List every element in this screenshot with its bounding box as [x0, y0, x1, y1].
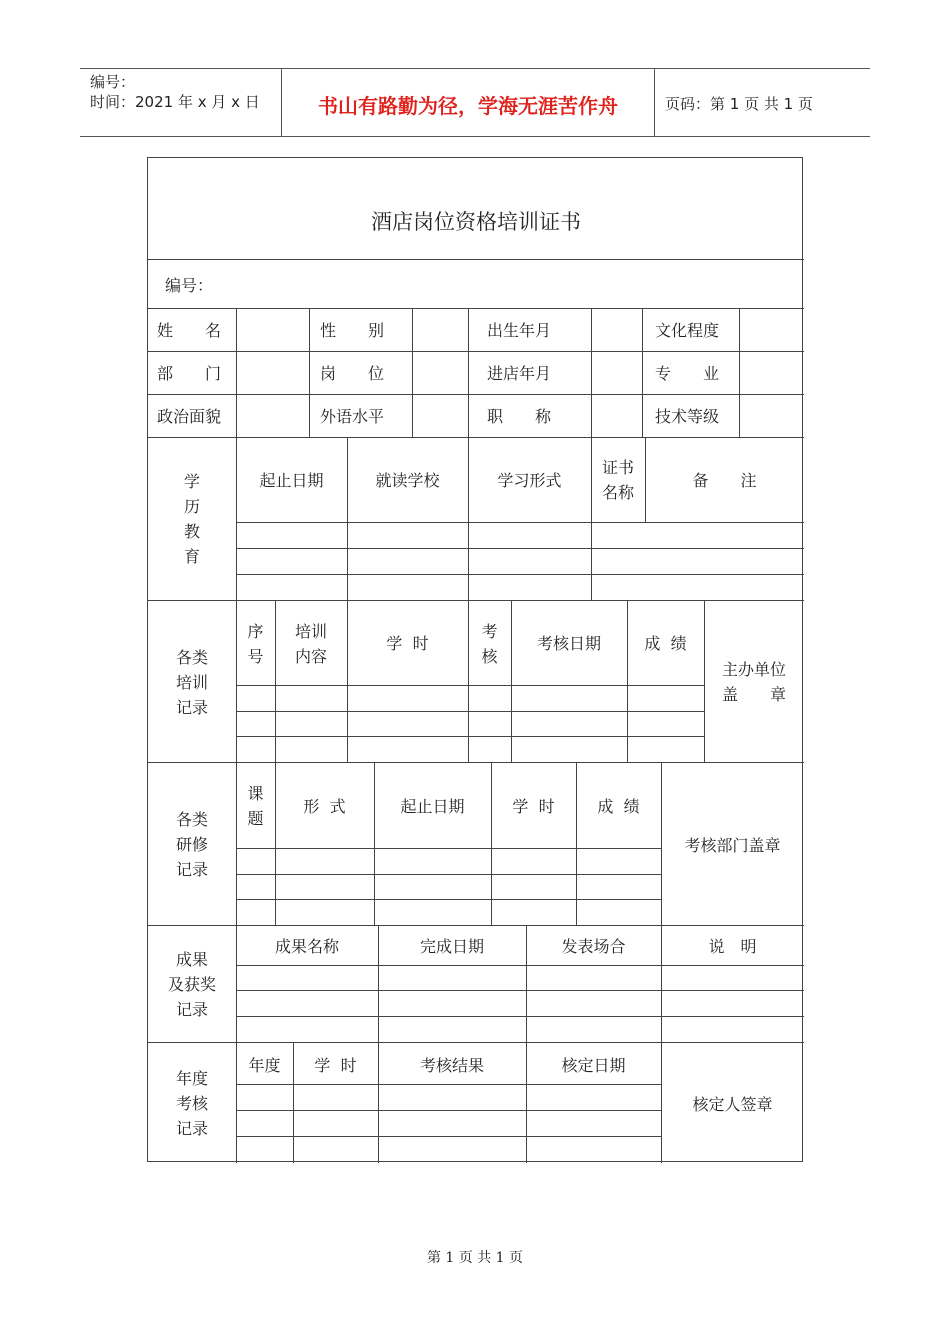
label-title: 职 称: [487, 407, 552, 426]
train-seal-label: 主办单位 盖 章: [721, 660, 786, 704]
label-birth: 出生年月: [487, 321, 552, 340]
train-col-score: 成 绩: [644, 634, 687, 653]
col-divider: [591, 308, 592, 437]
train-col-hours: 学 时: [386, 634, 429, 653]
ach-col-venue: 发表场合: [561, 937, 626, 956]
edu-col-school: 就读学校: [375, 471, 440, 490]
label-language: 外语水平: [320, 407, 385, 426]
label-major: 专 业: [655, 364, 720, 383]
row-divider: [236, 685, 704, 686]
row-divider: [148, 925, 804, 926]
row-divider: [148, 1042, 804, 1043]
section-label-education: 学 历 教 育: [183, 472, 200, 566]
col-divider: [374, 762, 375, 925]
col-divider: [275, 762, 276, 925]
research-col-dates: 起止日期: [400, 797, 465, 816]
row-divider: [148, 259, 804, 260]
ach-col-date: 完成日期: [419, 937, 484, 956]
row-divider: [236, 1084, 661, 1085]
col-divider: [468, 308, 469, 437]
research-seal-label: 考核部门盖章: [684, 836, 781, 855]
col-divider: [627, 600, 628, 762]
row-divider: [236, 848, 661, 849]
certificate-form: [147, 157, 803, 1162]
research-col-form: 形 式: [303, 797, 346, 816]
annual-seal-label: 核定人签章: [692, 1095, 773, 1114]
header-motto: 书山有路勤为径，学海无涯苦作舟: [318, 94, 618, 118]
row-divider: [148, 762, 804, 763]
section-label-annual: 年度 考核 记录: [175, 1069, 208, 1138]
train-col-content: 培训 内容: [294, 622, 327, 666]
row-divider: [236, 1136, 661, 1137]
row-divider: [148, 394, 804, 395]
row-divider: [236, 874, 661, 875]
research-col-topic: 课 题: [247, 784, 264, 828]
section-label-achievements: 成果 及获奖 记录: [167, 950, 216, 1019]
header-time-label: 时间：2021 年 x 月 x 日: [90, 93, 260, 111]
header-top-rule: [80, 68, 870, 69]
label-position: 岗 位: [320, 364, 385, 383]
col-divider: [309, 308, 310, 437]
certificate-number-label: 编号：: [165, 276, 214, 295]
row-divider: [236, 1110, 661, 1111]
row-divider: [236, 990, 804, 991]
label-department: 部 门: [157, 364, 222, 383]
ach-col-notes: 说 明: [708, 937, 757, 956]
annual-col-year: 年度: [248, 1056, 281, 1075]
label-gender: 性 别: [320, 321, 385, 340]
col-divider: [412, 308, 413, 437]
row-divider: [148, 600, 804, 601]
col-divider: [347, 600, 348, 762]
train-col-assessment: 考 核: [481, 622, 498, 666]
edu-col-remarks: 备 注: [692, 471, 757, 490]
row-divider: [236, 711, 704, 712]
col-divider: [347, 437, 348, 600]
col-divider: [642, 308, 643, 437]
edu-col-form: 学习形式: [497, 471, 562, 490]
row-divider: [236, 965, 804, 966]
row-divider: [236, 1016, 804, 1017]
annual-col-date: 核定日期: [561, 1056, 626, 1075]
annual-col-hours: 学 时: [314, 1056, 357, 1075]
row-divider: [236, 736, 704, 737]
section-label-research: 各类 研修 记录: [175, 810, 208, 879]
edu-col-dates: 起止日期: [259, 471, 324, 490]
header-page-info: 页码：第 1 页 共 1 页: [665, 95, 813, 113]
research-col-hours: 学 时: [512, 797, 555, 816]
col-divider: [236, 308, 237, 437]
col-divider: [576, 762, 577, 925]
label-tech-grade: 技术等级: [655, 407, 720, 426]
edu-col-certificate: 证书 名称: [601, 458, 634, 502]
header-bottom-rule: [80, 136, 870, 137]
label-political: 政治面貌: [157, 407, 222, 426]
label-join-date: 进店年月: [487, 364, 552, 383]
col-divider: [468, 437, 469, 600]
ach-col-name: 成果名称: [274, 937, 339, 956]
row-divider: [148, 437, 804, 438]
col-divider: [236, 437, 237, 600]
certificate-title: 酒店岗位资格培训证书: [371, 210, 581, 234]
train-col-assessment-date: 考核日期: [536, 634, 601, 653]
label-education-level: 文化程度: [655, 321, 720, 340]
header-meta: [90, 72, 260, 112]
row-divider: [236, 899, 661, 900]
label-name: 姓 名: [157, 321, 222, 340]
col-divider: [491, 762, 492, 925]
annual-col-result: 考核结果: [419, 1056, 484, 1075]
row-divider: [236, 548, 804, 549]
row-divider: [236, 522, 804, 523]
col-divider: [511, 600, 512, 762]
header-number-label: 编号：: [90, 73, 136, 91]
col-divider: [739, 308, 740, 437]
research-col-score: 成 绩: [597, 797, 640, 816]
row-divider: [236, 574, 804, 575]
row-divider: [148, 351, 804, 352]
page-footer: 第 1 页 共 1 页: [426, 1250, 524, 1266]
train-col-index: 序 号: [247, 622, 264, 666]
section-label-training: 各类 培训 记录: [175, 648, 208, 717]
row-divider: [148, 308, 804, 309]
header-divider: [654, 68, 655, 136]
